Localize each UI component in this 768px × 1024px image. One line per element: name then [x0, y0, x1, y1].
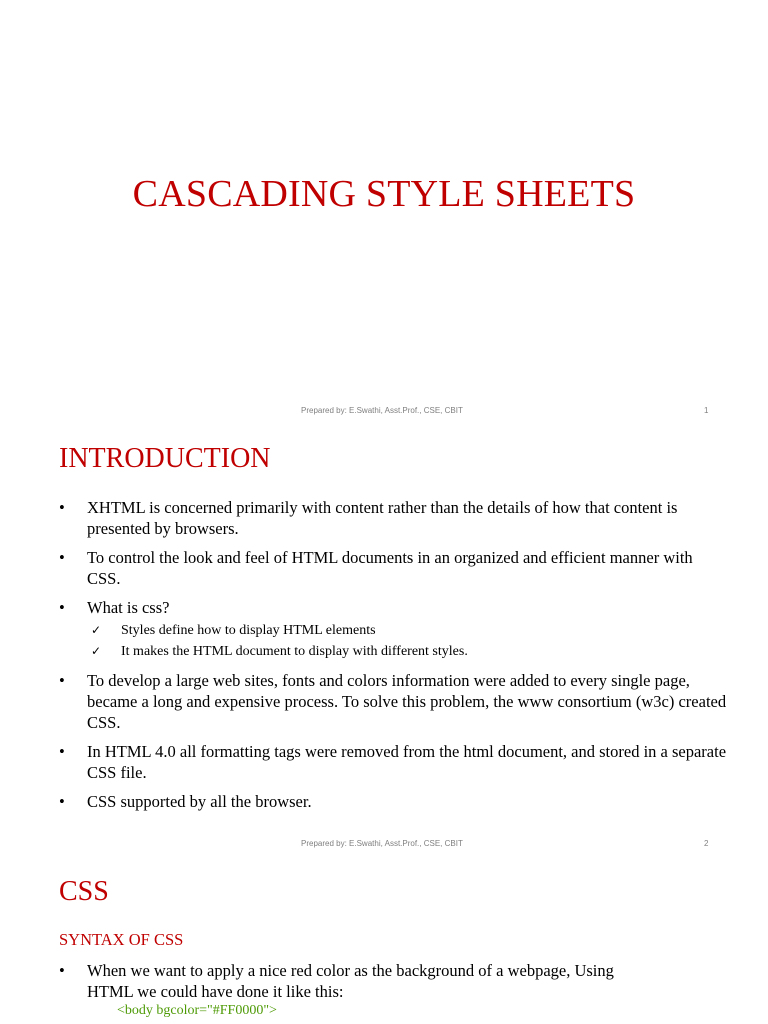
page-number: 2 [704, 839, 709, 848]
sub-list-item-text: It makes the HTML document to display with different styles. [121, 644, 468, 659]
bullet-icon: • [59, 792, 65, 811]
list-item-text: What is css? [87, 598, 170, 617]
sub-list-item-text: Styles define how to display HTML elements [121, 623, 376, 638]
code-snippet: <body bgcolor="#FF0000"> [117, 1003, 277, 1018]
list-item [59, 791, 729, 812]
bullet-icon: • [59, 498, 65, 517]
sub-list-item [87, 641, 729, 662]
list-item-text: XHTML is concerned primarily with content rather than the details of how that content is presented by browsers. [87, 498, 678, 538]
checkmark-icon: ✓ [91, 623, 102, 637]
list-item [59, 670, 729, 733]
slide-1 [0, 0, 768, 428]
slide-footer [0, 839, 768, 853]
bullet-icon: • [59, 961, 65, 980]
bullet-icon: • [59, 548, 65, 567]
bullet-icon: • [59, 671, 65, 690]
slide-heading: CSS [59, 876, 109, 907]
list-item [59, 741, 729, 783]
list-item-text: To develop a large web sites, fonts and colors information were added to every single page, became a long and expensive process. To solve this problem, the www consortium (w3c) created CSS. [87, 671, 727, 732]
list-item [59, 597, 729, 662]
list-item-text: When we want to apply a nice red color as the background of a webpage, Using HTML we could have done it like this: [87, 961, 614, 1001]
list-item-text: In HTML 4.0 all formatting tags were removed from the html document, and stored in a separate CSS file. [87, 742, 727, 782]
slide-heading: INTRODUCTION [59, 443, 271, 474]
slide-2 [0, 428, 768, 856]
bullet-icon: • [59, 598, 65, 617]
slide-title: CASCADING STYLE SHEETS [132, 173, 636, 215]
bullet-icon: • [59, 742, 65, 761]
page-number: 1 [704, 406, 709, 415]
sub-list-item [87, 620, 729, 641]
sub-list [87, 620, 729, 662]
slide-3 [0, 856, 768, 1024]
checkmark-icon: ✓ [91, 644, 102, 658]
slide-footer [0, 406, 768, 420]
list-item [59, 547, 729, 589]
list-item-text: CSS supported by all the browser. [87, 792, 312, 811]
list-item-text: To control the look and feel of HTML documents in an organized and efficient manner with CSS. [87, 548, 693, 588]
footer-credit: Prepared by: E.Swathi, Asst.Prof., CSE, CBIT [301, 406, 463, 415]
slide-subheading: SYNTAX OF CSS [59, 930, 184, 949]
bullet-list [59, 497, 729, 820]
list-item [59, 960, 729, 1002]
footer-credit: Prepared by: E.Swathi, Asst.Prof., CSE, CBIT [301, 839, 463, 848]
list-item [59, 497, 729, 539]
